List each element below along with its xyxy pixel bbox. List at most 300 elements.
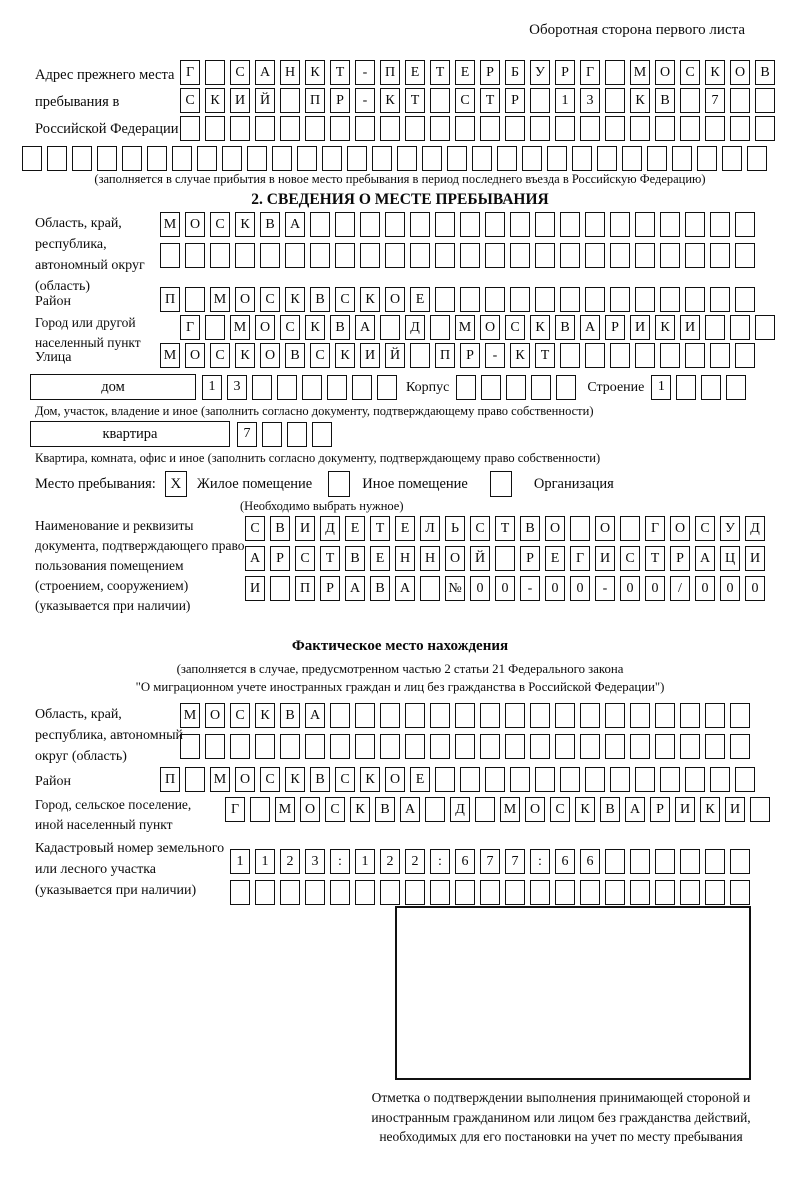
- char-cell[interactable]: П: [160, 767, 180, 792]
- char-cell[interactable]: А: [395, 576, 415, 601]
- char-cell[interactable]: В: [755, 60, 775, 85]
- char-cell[interactable]: [647, 146, 667, 171]
- char-cell[interactable]: [270, 576, 290, 601]
- char-cell[interactable]: [680, 849, 700, 874]
- char-cell[interactable]: [205, 315, 225, 340]
- char-cell[interactable]: [730, 849, 750, 874]
- char-cell[interactable]: П: [295, 576, 315, 601]
- char-cell[interactable]: 0: [695, 576, 715, 601]
- char-cell[interactable]: [660, 767, 680, 792]
- char-cell[interactable]: [560, 287, 580, 312]
- char-cell[interactable]: [680, 880, 700, 905]
- char-cell[interactable]: [460, 212, 480, 237]
- char-cell[interactable]: [372, 146, 392, 171]
- char-cell[interactable]: И: [725, 797, 745, 822]
- char-cell[interactable]: [510, 287, 530, 312]
- char-cell[interactable]: [260, 243, 280, 268]
- char-cell[interactable]: [72, 146, 92, 171]
- char-cell[interactable]: В: [260, 212, 280, 237]
- char-cell[interactable]: [635, 243, 655, 268]
- char-cell[interactable]: [97, 146, 117, 171]
- char-cell[interactable]: [355, 116, 375, 141]
- char-cell[interactable]: [735, 243, 755, 268]
- char-cell[interactable]: [330, 703, 350, 728]
- char-cell[interactable]: :: [330, 849, 350, 874]
- char-cell[interactable]: [380, 734, 400, 759]
- char-cell[interactable]: [405, 116, 425, 141]
- char-cell[interactable]: К: [530, 315, 550, 340]
- char-cell[interactable]: И: [745, 546, 765, 571]
- char-cell[interactable]: Т: [370, 516, 390, 541]
- char-cell[interactable]: [380, 880, 400, 905]
- char-cell[interactable]: [635, 767, 655, 792]
- char-cell[interactable]: О: [385, 287, 405, 312]
- char-cell[interactable]: [660, 287, 680, 312]
- char-cell[interactable]: [255, 734, 275, 759]
- char-cell[interactable]: К: [285, 767, 305, 792]
- char-cell[interactable]: Т: [495, 516, 515, 541]
- char-cell[interactable]: [660, 343, 680, 368]
- char-cell[interactable]: Г: [225, 797, 245, 822]
- char-cell[interactable]: [535, 767, 555, 792]
- char-cell[interactable]: О: [595, 516, 615, 541]
- char-cell[interactable]: К: [700, 797, 720, 822]
- char-cell[interactable]: [410, 212, 430, 237]
- char-cell[interactable]: О: [730, 60, 750, 85]
- char-cell[interactable]: М: [180, 703, 200, 728]
- char-cell[interactable]: 3: [305, 849, 325, 874]
- char-cell[interactable]: С: [180, 88, 200, 113]
- char-cell[interactable]: [535, 287, 555, 312]
- char-cell[interactable]: [380, 315, 400, 340]
- char-cell[interactable]: А: [245, 546, 265, 571]
- char-cell[interactable]: Н: [280, 60, 300, 85]
- char-cell[interactable]: №: [445, 576, 465, 601]
- char-cell[interactable]: [485, 212, 505, 237]
- char-cell[interactable]: [385, 212, 405, 237]
- char-cell[interactable]: С: [245, 516, 265, 541]
- char-cell[interactable]: С: [470, 516, 490, 541]
- char-cell[interactable]: Е: [545, 546, 565, 571]
- char-cell[interactable]: Р: [555, 60, 575, 85]
- char-cell[interactable]: Е: [370, 546, 390, 571]
- char-cell[interactable]: Т: [535, 343, 555, 368]
- char-cell[interactable]: [230, 880, 250, 905]
- char-cell[interactable]: 6: [455, 849, 475, 874]
- char-cell[interactable]: [330, 734, 350, 759]
- char-cell[interactable]: Ц: [720, 546, 740, 571]
- char-cell[interactable]: [185, 243, 205, 268]
- char-cell[interactable]: [430, 703, 450, 728]
- char-cell[interactable]: [405, 703, 425, 728]
- char-cell[interactable]: [710, 243, 730, 268]
- char-cell[interactable]: [610, 343, 630, 368]
- char-cell[interactable]: [230, 734, 250, 759]
- char-cell[interactable]: [510, 212, 530, 237]
- char-cell[interactable]: [735, 767, 755, 792]
- char-cell[interactable]: Й: [255, 88, 275, 113]
- char-cell[interactable]: М: [210, 767, 230, 792]
- char-cell[interactable]: [735, 212, 755, 237]
- char-cell[interactable]: В: [655, 88, 675, 113]
- char-cell[interactable]: [730, 703, 750, 728]
- char-cell[interactable]: [705, 116, 725, 141]
- char-cell[interactable]: Р: [670, 546, 690, 571]
- char-cell[interactable]: С: [210, 212, 230, 237]
- char-cell[interactable]: В: [330, 315, 350, 340]
- char-cell[interactable]: П: [435, 343, 455, 368]
- char-cell[interactable]: С: [230, 703, 250, 728]
- char-cell[interactable]: [585, 212, 605, 237]
- char-cell[interactable]: 7: [480, 849, 500, 874]
- char-cell[interactable]: [535, 243, 555, 268]
- char-cell[interactable]: [180, 116, 200, 141]
- char-cell[interactable]: [710, 212, 730, 237]
- char-cell[interactable]: [305, 734, 325, 759]
- char-cell[interactable]: [676, 375, 696, 400]
- char-cell[interactable]: [420, 576, 440, 601]
- char-cell[interactable]: [122, 146, 142, 171]
- char-cell[interactable]: [455, 734, 475, 759]
- char-cell[interactable]: О: [300, 797, 320, 822]
- char-cell[interactable]: [572, 146, 592, 171]
- char-cell[interactable]: К: [205, 88, 225, 113]
- char-cell[interactable]: [305, 880, 325, 905]
- char-cell[interactable]: :: [430, 849, 450, 874]
- char-cell[interactable]: У: [530, 60, 550, 85]
- char-cell[interactable]: [455, 880, 475, 905]
- char-cell[interactable]: [685, 343, 705, 368]
- char-cell[interactable]: О: [385, 767, 405, 792]
- char-cell[interactable]: [255, 880, 275, 905]
- char-cell[interactable]: [680, 88, 700, 113]
- char-cell[interactable]: А: [285, 212, 305, 237]
- char-cell[interactable]: М: [630, 60, 650, 85]
- char-cell[interactable]: [252, 375, 272, 400]
- char-cell[interactable]: [585, 767, 605, 792]
- char-cell[interactable]: [410, 243, 430, 268]
- char-cell[interactable]: [610, 287, 630, 312]
- char-cell[interactable]: 7: [705, 88, 725, 113]
- char-cell[interactable]: [280, 880, 300, 905]
- char-cell[interactable]: 0: [720, 576, 740, 601]
- char-cell[interactable]: [535, 212, 555, 237]
- char-cell[interactable]: [620, 516, 640, 541]
- char-cell[interactable]: [522, 146, 542, 171]
- char-cell[interactable]: [555, 703, 575, 728]
- char-cell[interactable]: Д: [450, 797, 470, 822]
- char-cell[interactable]: С: [260, 767, 280, 792]
- char-cell[interactable]: С: [455, 88, 475, 113]
- char-cell[interactable]: [597, 146, 617, 171]
- char-cell[interactable]: [635, 212, 655, 237]
- char-cell[interactable]: 2: [380, 849, 400, 874]
- char-cell[interactable]: [347, 146, 367, 171]
- char-cell[interactable]: [701, 375, 721, 400]
- char-cell[interactable]: [755, 116, 775, 141]
- char-cell[interactable]: [280, 734, 300, 759]
- char-cell[interactable]: 1: [255, 849, 275, 874]
- char-cell[interactable]: С: [310, 343, 330, 368]
- char-cell[interactable]: [560, 767, 580, 792]
- char-cell[interactable]: [685, 767, 705, 792]
- char-cell[interactable]: [397, 146, 417, 171]
- char-cell[interactable]: [481, 375, 501, 400]
- char-cell[interactable]: [480, 703, 500, 728]
- char-cell[interactable]: 3: [580, 88, 600, 113]
- char-cell[interactable]: [730, 734, 750, 759]
- char-cell[interactable]: [230, 116, 250, 141]
- char-cell[interactable]: [410, 343, 430, 368]
- char-cell[interactable]: 2: [405, 849, 425, 874]
- char-cell[interactable]: [485, 767, 505, 792]
- char-cell[interactable]: [277, 375, 297, 400]
- char-cell[interactable]: Т: [405, 88, 425, 113]
- char-cell[interactable]: /: [670, 576, 690, 601]
- char-cell[interactable]: О: [255, 315, 275, 340]
- char-cell[interactable]: [560, 243, 580, 268]
- char-cell[interactable]: [685, 212, 705, 237]
- char-cell[interactable]: В: [345, 546, 365, 571]
- char-cell[interactable]: Г: [570, 546, 590, 571]
- char-cell[interactable]: А: [625, 797, 645, 822]
- char-cell[interactable]: [735, 287, 755, 312]
- char-cell[interactable]: О: [525, 797, 545, 822]
- char-cell[interactable]: [405, 734, 425, 759]
- char-cell[interactable]: [205, 60, 225, 85]
- char-cell[interactable]: [495, 546, 515, 571]
- char-cell[interactable]: Т: [430, 60, 450, 85]
- char-cell[interactable]: К: [655, 315, 675, 340]
- char-cell[interactable]: [247, 146, 267, 171]
- char-cell[interactable]: [710, 287, 730, 312]
- char-cell[interactable]: И: [295, 516, 315, 541]
- char-cell[interactable]: О: [545, 516, 565, 541]
- char-cell[interactable]: [360, 243, 380, 268]
- char-cell[interactable]: [355, 880, 375, 905]
- char-cell[interactable]: [580, 116, 600, 141]
- char-cell[interactable]: [510, 243, 530, 268]
- char-cell[interactable]: -: [520, 576, 540, 601]
- char-cell[interactable]: [430, 116, 450, 141]
- char-cell[interactable]: [530, 880, 550, 905]
- char-cell[interactable]: И: [680, 315, 700, 340]
- char-cell[interactable]: [222, 146, 242, 171]
- char-cell[interactable]: [285, 243, 305, 268]
- char-cell[interactable]: К: [705, 60, 725, 85]
- char-cell[interactable]: [672, 146, 692, 171]
- char-cell[interactable]: [585, 243, 605, 268]
- char-cell[interactable]: [377, 375, 397, 400]
- char-cell[interactable]: [205, 734, 225, 759]
- char-cell[interactable]: [726, 375, 746, 400]
- char-cell[interactable]: П: [160, 287, 180, 312]
- char-cell[interactable]: В: [285, 343, 305, 368]
- char-cell[interactable]: -: [595, 576, 615, 601]
- char-cell[interactable]: [435, 767, 455, 792]
- char-cell[interactable]: [710, 343, 730, 368]
- char-cell[interactable]: Е: [405, 60, 425, 85]
- char-cell[interactable]: К: [575, 797, 595, 822]
- char-cell[interactable]: [327, 375, 347, 400]
- char-cell[interactable]: [455, 703, 475, 728]
- char-cell[interactable]: [630, 880, 650, 905]
- char-cell[interactable]: О: [185, 212, 205, 237]
- char-cell[interactable]: [750, 797, 770, 822]
- char-cell[interactable]: [425, 797, 445, 822]
- char-cell[interactable]: [335, 212, 355, 237]
- char-cell[interactable]: А: [400, 797, 420, 822]
- char-cell[interactable]: [380, 116, 400, 141]
- char-cell[interactable]: [505, 703, 525, 728]
- char-cell[interactable]: И: [675, 797, 695, 822]
- char-cell[interactable]: Б: [505, 60, 525, 85]
- char-cell[interactable]: О: [235, 287, 255, 312]
- char-cell[interactable]: 1: [355, 849, 375, 874]
- char-cell[interactable]: [480, 734, 500, 759]
- char-cell[interactable]: В: [370, 576, 390, 601]
- char-cell[interactable]: С: [335, 767, 355, 792]
- char-cell[interactable]: [605, 849, 625, 874]
- char-cell[interactable]: [355, 703, 375, 728]
- char-cell[interactable]: О: [655, 60, 675, 85]
- char-cell[interactable]: [705, 703, 725, 728]
- char-cell[interactable]: С: [695, 516, 715, 541]
- char-cell[interactable]: [210, 243, 230, 268]
- char-cell[interactable]: [610, 212, 630, 237]
- char-cell[interactable]: А: [305, 703, 325, 728]
- char-cell[interactable]: А: [255, 60, 275, 85]
- char-cell[interactable]: [287, 422, 307, 447]
- char-cell[interactable]: [531, 375, 551, 400]
- char-cell[interactable]: С: [260, 287, 280, 312]
- char-cell[interactable]: Р: [480, 60, 500, 85]
- char-cell[interactable]: 3: [227, 375, 247, 400]
- char-cell[interactable]: [360, 212, 380, 237]
- char-cell[interactable]: 7: [505, 849, 525, 874]
- char-cell[interactable]: С: [620, 546, 640, 571]
- char-cell[interactable]: -: [485, 343, 505, 368]
- char-cell[interactable]: Е: [410, 287, 430, 312]
- char-cell[interactable]: [697, 146, 717, 171]
- char-cell[interactable]: 7: [237, 422, 257, 447]
- char-cell[interactable]: [680, 116, 700, 141]
- char-cell[interactable]: [555, 880, 575, 905]
- char-cell[interactable]: К: [285, 287, 305, 312]
- char-cell[interactable]: Н: [395, 546, 415, 571]
- char-cell[interactable]: К: [255, 703, 275, 728]
- char-cell[interactable]: С: [295, 546, 315, 571]
- char-cell[interactable]: Р: [330, 88, 350, 113]
- char-cell[interactable]: [685, 243, 705, 268]
- char-cell[interactable]: Й: [470, 546, 490, 571]
- char-cell[interactable]: [250, 797, 270, 822]
- char-cell[interactable]: К: [235, 212, 255, 237]
- char-cell[interactable]: [330, 116, 350, 141]
- char-cell[interactable]: [330, 880, 350, 905]
- char-cell[interactable]: И: [245, 576, 265, 601]
- char-cell[interactable]: [547, 146, 567, 171]
- char-cell[interactable]: [655, 116, 675, 141]
- char-cell[interactable]: О: [260, 343, 280, 368]
- char-cell[interactable]: [755, 88, 775, 113]
- char-cell[interactable]: [722, 146, 742, 171]
- char-cell[interactable]: Р: [320, 576, 340, 601]
- char-cell[interactable]: [585, 343, 605, 368]
- char-cell[interactable]: [47, 146, 67, 171]
- char-cell[interactable]: В: [600, 797, 620, 822]
- char-cell[interactable]: [280, 116, 300, 141]
- char-cell[interactable]: С: [335, 287, 355, 312]
- char-cell[interactable]: К: [360, 767, 380, 792]
- char-cell[interactable]: Н: [420, 546, 440, 571]
- char-cell[interactable]: [685, 287, 705, 312]
- char-cell[interactable]: Р: [505, 88, 525, 113]
- char-cell[interactable]: 0: [620, 576, 640, 601]
- char-cell[interactable]: И: [360, 343, 380, 368]
- char-cell[interactable]: И: [630, 315, 650, 340]
- char-cell[interactable]: [556, 375, 576, 400]
- char-cell[interactable]: К: [510, 343, 530, 368]
- char-cell[interactable]: М: [455, 315, 475, 340]
- char-cell[interactable]: Т: [645, 546, 665, 571]
- char-cell[interactable]: [262, 422, 282, 447]
- char-cell[interactable]: [505, 880, 525, 905]
- char-cell[interactable]: [705, 734, 725, 759]
- char-cell[interactable]: [160, 243, 180, 268]
- char-cell[interactable]: [280, 88, 300, 113]
- char-cell[interactable]: [302, 375, 322, 400]
- char-cell[interactable]: [460, 767, 480, 792]
- char-cell[interactable]: [430, 880, 450, 905]
- char-cell[interactable]: М: [160, 343, 180, 368]
- char-cell[interactable]: В: [280, 703, 300, 728]
- char-cell[interactable]: С: [325, 797, 345, 822]
- checkbox-organization[interactable]: [490, 471, 512, 497]
- char-cell[interactable]: В: [375, 797, 395, 822]
- char-cell[interactable]: [22, 146, 42, 171]
- char-cell[interactable]: [555, 734, 575, 759]
- char-cell[interactable]: [705, 880, 725, 905]
- char-cell[interactable]: [660, 243, 680, 268]
- char-cell[interactable]: [580, 880, 600, 905]
- char-cell[interactable]: Д: [320, 516, 340, 541]
- char-cell[interactable]: С: [230, 60, 250, 85]
- char-cell[interactable]: 0: [495, 576, 515, 601]
- char-cell[interactable]: [705, 315, 725, 340]
- char-cell[interactable]: [755, 315, 775, 340]
- char-cell[interactable]: [456, 375, 476, 400]
- char-cell[interactable]: И: [230, 88, 250, 113]
- char-cell[interactable]: [630, 849, 650, 874]
- char-cell[interactable]: В: [310, 767, 330, 792]
- char-cell[interactable]: М: [160, 212, 180, 237]
- char-cell[interactable]: Е: [410, 767, 430, 792]
- char-cell[interactable]: [510, 767, 530, 792]
- char-cell[interactable]: [305, 116, 325, 141]
- char-cell[interactable]: [560, 343, 580, 368]
- char-cell[interactable]: -: [355, 88, 375, 113]
- house-type-box[interactable]: дом: [30, 374, 196, 400]
- char-cell[interactable]: 0: [645, 576, 665, 601]
- char-cell[interactable]: М: [230, 315, 250, 340]
- char-cell[interactable]: А: [345, 576, 365, 601]
- char-cell[interactable]: 6: [555, 849, 575, 874]
- char-cell[interactable]: С: [210, 343, 230, 368]
- char-cell[interactable]: [310, 243, 330, 268]
- char-cell[interactable]: В: [270, 516, 290, 541]
- char-cell[interactable]: А: [695, 546, 715, 571]
